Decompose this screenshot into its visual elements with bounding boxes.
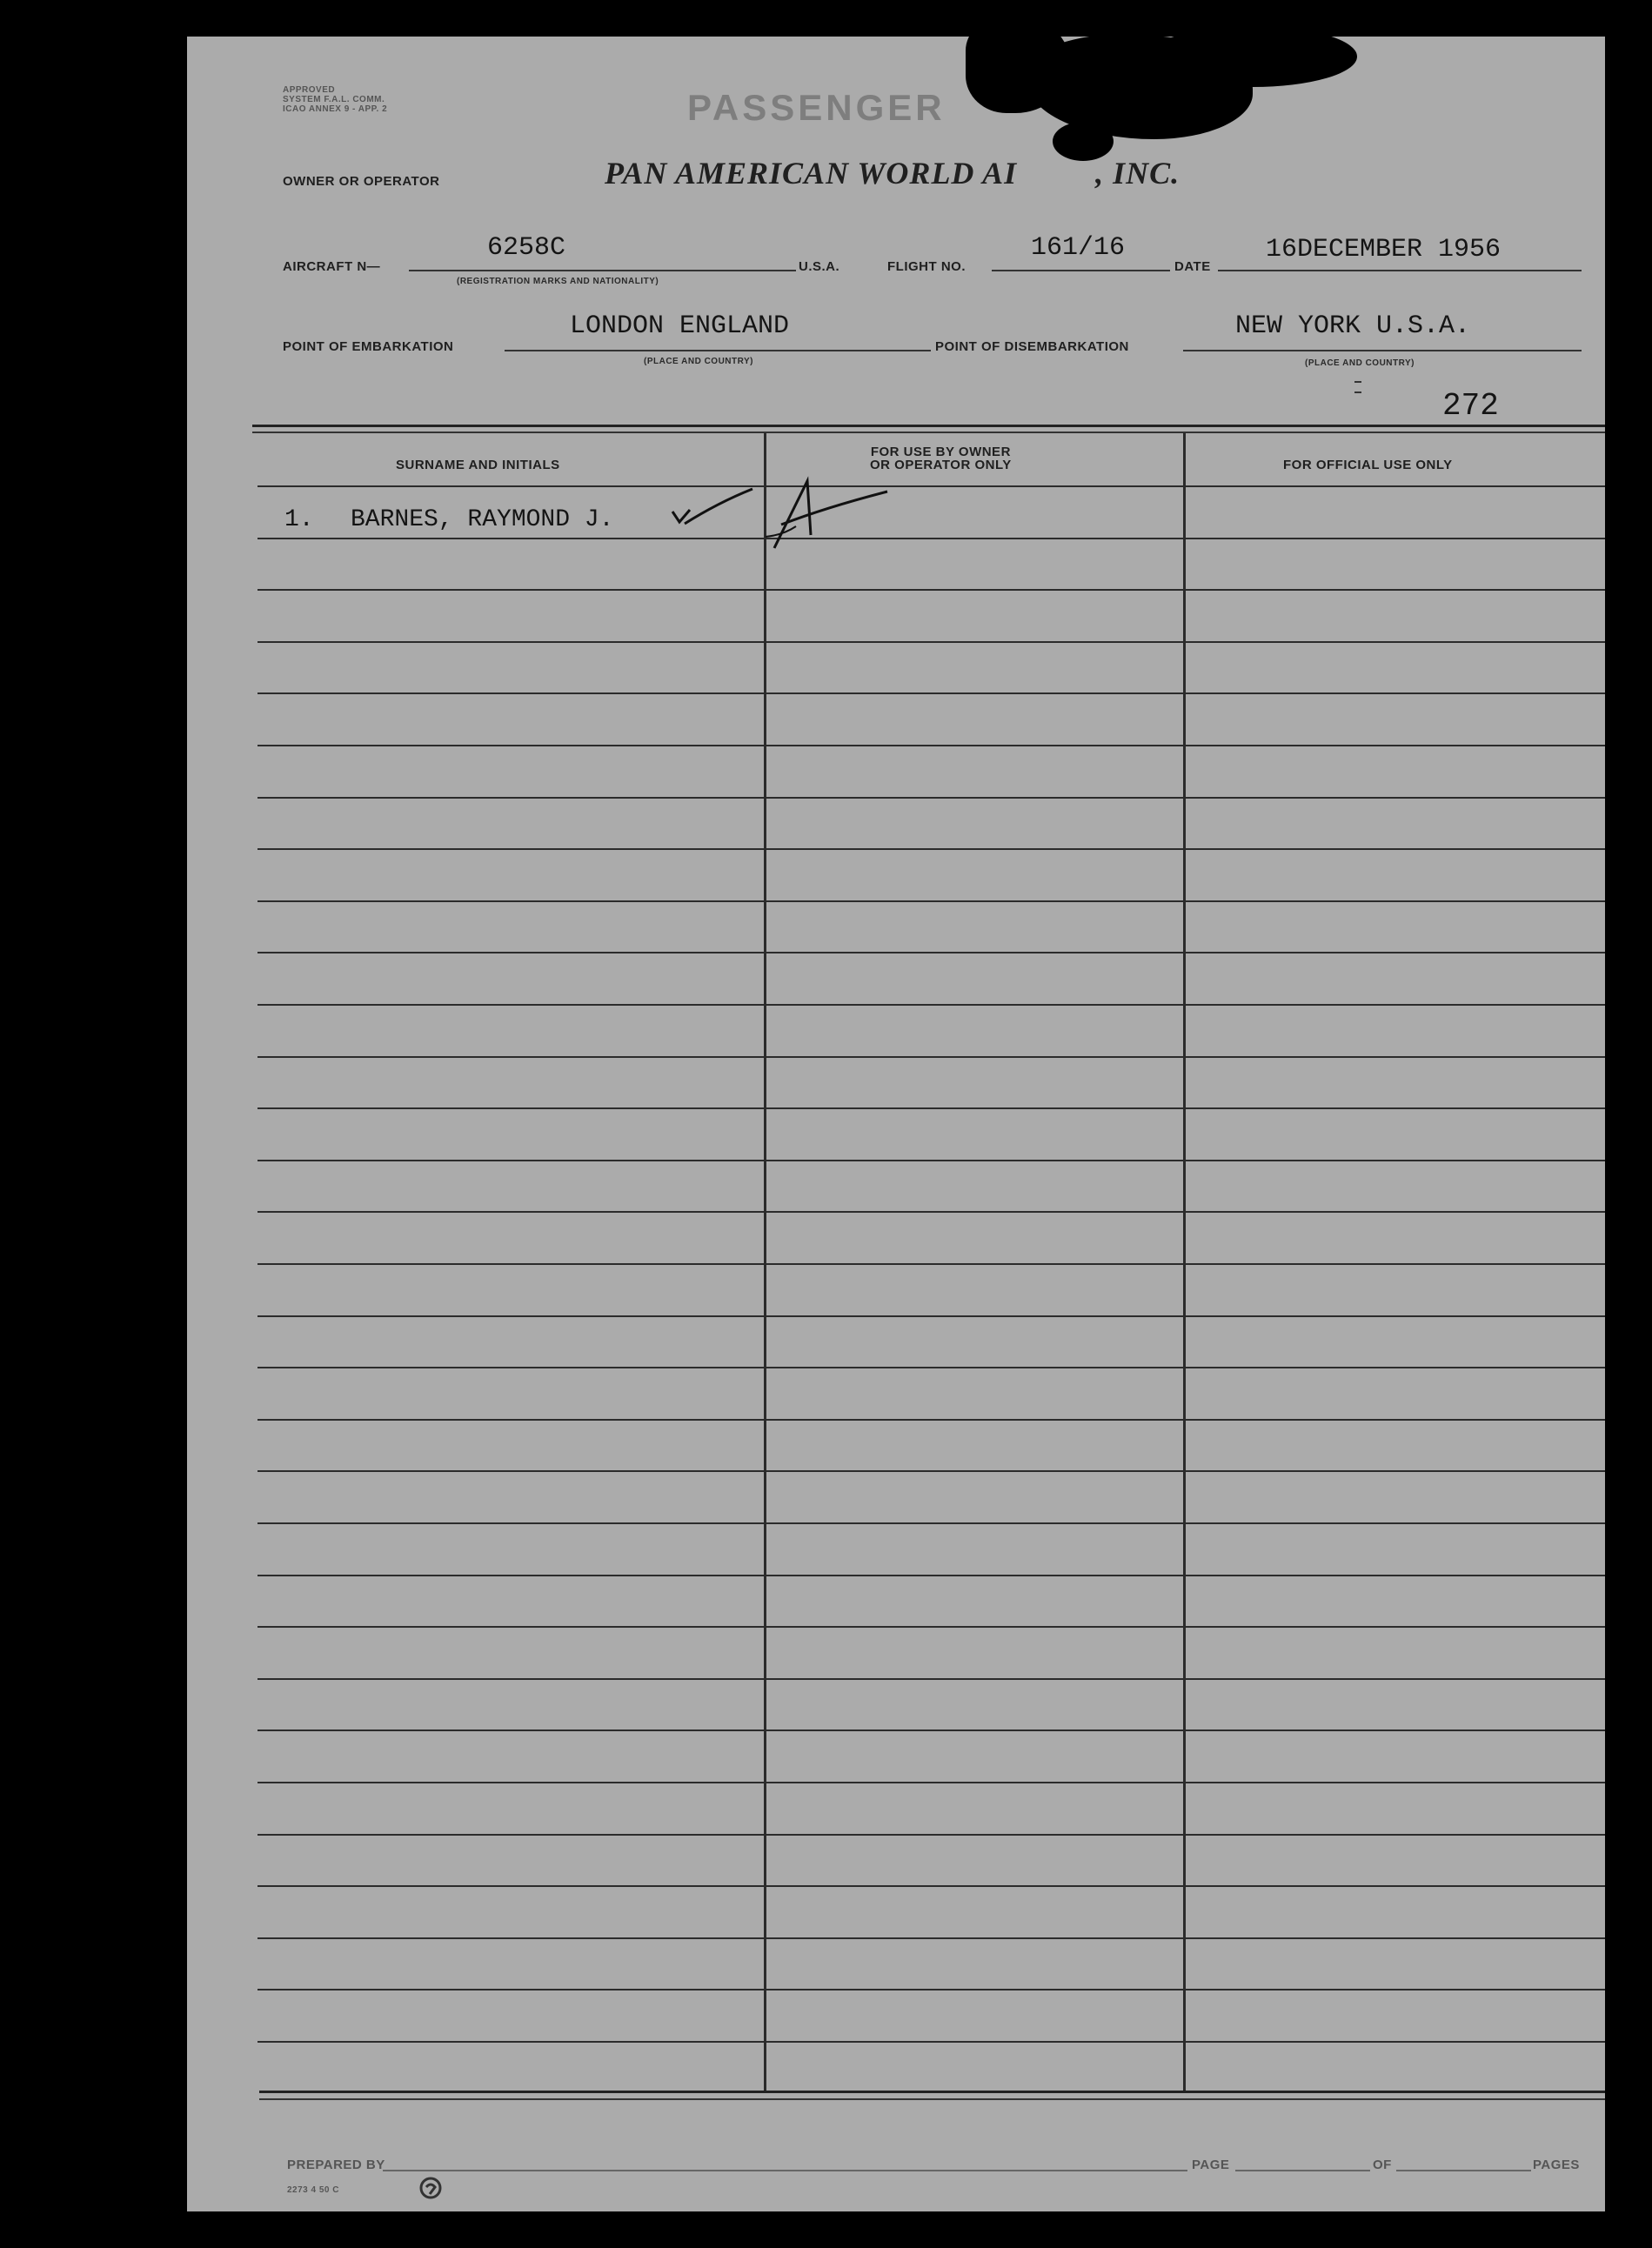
aircraft-label: AIRCRAFT N— bbox=[283, 259, 381, 274]
table-row-line bbox=[257, 1419, 1605, 1421]
table-row-line bbox=[257, 641, 1605, 643]
column-divider-2 bbox=[1183, 433, 1186, 2091]
sheet-number: 272 bbox=[1442, 388, 1499, 424]
approval-text: APPROVED SYSTEM F.A.L. COMM. ICAO ANNEX 9 - APP. 2 bbox=[283, 85, 388, 114]
tick-mark bbox=[1354, 381, 1361, 393]
table-row-line bbox=[257, 900, 1605, 902]
col-owner-header: FOR USE BY OWNER OR OPERATOR ONLY bbox=[870, 445, 1012, 472]
table-row-line bbox=[257, 1160, 1605, 1161]
owner-handwritten-mark bbox=[757, 474, 896, 552]
pages-label: PAGES bbox=[1533, 2158, 1580, 2172]
table-row-line bbox=[257, 1937, 1605, 1939]
table-row-line bbox=[257, 1056, 1605, 1058]
flight-fill-line bbox=[992, 270, 1170, 271]
disembark-label: POINT OF DISEMBARKATION bbox=[935, 339, 1129, 354]
table-row-line bbox=[257, 1263, 1605, 1265]
col-surname-header: SURNAME AND INITIALS bbox=[396, 458, 560, 472]
date-value: 16DECEMBER 1956 bbox=[1266, 235, 1502, 264]
table-row-line bbox=[257, 1834, 1605, 1836]
page-label: PAGE bbox=[1192, 2158, 1230, 2172]
table-row-line bbox=[257, 848, 1605, 850]
date-label: DATE bbox=[1174, 259, 1211, 274]
embark-value: LONDON ENGLAND bbox=[570, 311, 790, 341]
embark-label: POINT OF EMBARKATION bbox=[283, 339, 454, 354]
table-row-line bbox=[257, 1004, 1605, 1006]
table-bottom-rule-2 bbox=[259, 2098, 1605, 2100]
flight-label: FLIGHT NO. bbox=[887, 259, 966, 274]
aircraft-sub-label: (REGISTRATION MARKS AND NATIONALITY) bbox=[457, 277, 659, 286]
table-row-line bbox=[257, 1678, 1605, 1680]
table-top-rule-2 bbox=[252, 432, 1605, 433]
col-official-header: FOR OFFICIAL USE ONLY bbox=[1283, 458, 1453, 472]
table-row-line bbox=[257, 485, 1605, 487]
table-top-rule bbox=[252, 425, 1605, 427]
table-bottom-rule bbox=[259, 2091, 1605, 2093]
flight-value: 161/16 bbox=[1031, 233, 1126, 263]
row-number: 1. bbox=[284, 506, 314, 533]
table-row-line bbox=[257, 797, 1605, 799]
of-label: OF bbox=[1373, 2158, 1392, 2172]
prepared-by-label: PREPARED BY bbox=[287, 2158, 385, 2172]
table-row-line bbox=[257, 1626, 1605, 1628]
embark-sub-label: (PLACE AND COUNTRY) bbox=[644, 357, 753, 366]
table-row-line bbox=[257, 1885, 1605, 1887]
page-line bbox=[1235, 2170, 1370, 2171]
embark-fill-line bbox=[505, 350, 931, 351]
table-row-line bbox=[257, 2041, 1605, 2043]
form-title: PASSENGER bbox=[687, 87, 946, 128]
table-row-line bbox=[257, 1989, 1605, 1990]
passenger-name: BARNES, RAYMOND J. bbox=[351, 506, 614, 533]
table-row-line bbox=[257, 538, 1605, 539]
disembark-fill-line bbox=[1183, 350, 1582, 351]
table-row-line bbox=[257, 1782, 1605, 1783]
disembark-value: NEW YORK U.S.A. bbox=[1235, 311, 1471, 341]
owner-label: OWNER OR OPERATOR bbox=[283, 174, 440, 189]
aircraft-fill-line bbox=[409, 270, 796, 271]
table-row-line bbox=[257, 1315, 1605, 1317]
burn-damage-3 bbox=[1148, 26, 1357, 87]
date-fill-line bbox=[1218, 270, 1582, 271]
footer-emblem-icon bbox=[418, 2175, 444, 2201]
of-line bbox=[1396, 2170, 1531, 2171]
form-code: 2273 4 50 C bbox=[287, 2185, 339, 2195]
table-row-line bbox=[257, 1729, 1605, 1731]
prepared-by-line bbox=[383, 2170, 1187, 2171]
column-divider-1 bbox=[764, 433, 766, 2091]
aircraft-value: 6258C bbox=[487, 233, 566, 263]
table-row-line bbox=[257, 589, 1605, 591]
table-row-line bbox=[257, 952, 1605, 953]
check-mark bbox=[665, 487, 761, 539]
disembark-sub-label: (PLACE AND COUNTRY) bbox=[1305, 358, 1415, 368]
table-row-line bbox=[257, 1107, 1605, 1109]
table-row-line bbox=[257, 1575, 1605, 1576]
table-row-line bbox=[257, 1367, 1605, 1368]
table-row-line bbox=[257, 692, 1605, 694]
table-row-line bbox=[257, 1211, 1605, 1213]
usa-label: U.S.A. bbox=[799, 259, 840, 274]
airline-name: PAN AMERICAN WORLD AI , INC. bbox=[605, 156, 1180, 191]
table-row-line bbox=[257, 1470, 1605, 1472]
table-row-line bbox=[257, 745, 1605, 746]
table-row-line bbox=[257, 1522, 1605, 1524]
